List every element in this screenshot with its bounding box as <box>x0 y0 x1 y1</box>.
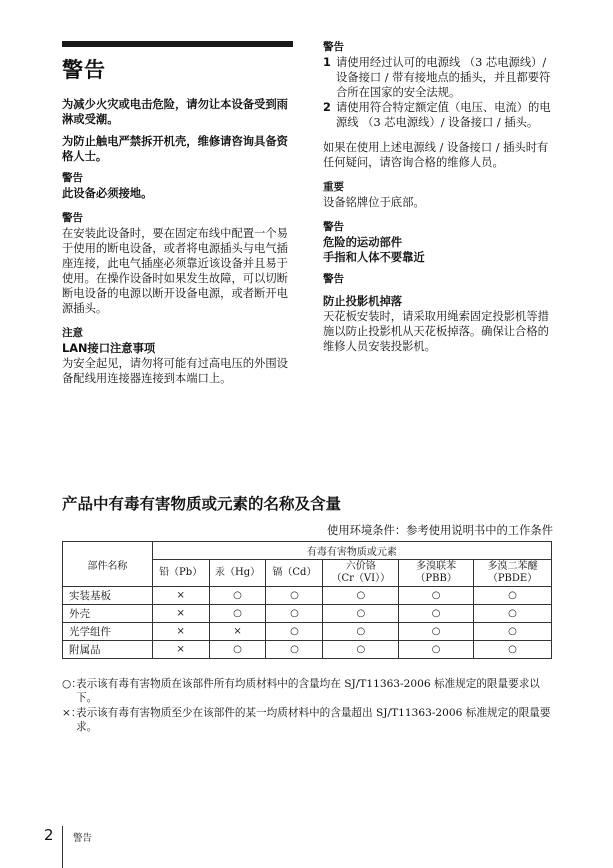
list-item <box>323 100 559 130</box>
column-header: 多溴联苯 （PBB） <box>399 560 474 587</box>
item-text: 请使用符合特定额定值（电压、电流）的电源线 （3 芯电源线）/ 设备接口 / 插头。 <box>336 101 551 129</box>
table-row: 外壳 × ○ ○ ○ ○ ○ <box>63 605 552 623</box>
lan-caution-text: 为安全起见，请勿将可能有过高电压的外围设备配线用连接器连接到本端口上。 <box>62 357 288 385</box>
left-column <box>62 97 288 386</box>
note-circle <box>62 677 554 705</box>
warning-fire-text: 为减少火灾或电击危险，请勿让本设备受到雨淋或受潮。 <box>62 98 288 126</box>
ceiling-mount-text: 天花板安装时，请采取用绳索固定投影机等措施以防止投影机从天花板掉落。确保让合格的维修人员安装投影机。 <box>323 310 549 353</box>
heading-warning: 警告 <box>323 273 344 285</box>
cross-symbol: ×： <box>62 707 82 719</box>
item-number: 2 <box>323 101 331 114</box>
heading-warning: 警告 <box>323 41 344 53</box>
page-number: 2 <box>44 826 54 844</box>
note-cross <box>62 706 554 734</box>
footer-label: 警告 <box>73 833 93 844</box>
grounding-text: 此设备必须接地。 <box>62 187 153 200</box>
heading-caution: 注意 <box>62 327 83 339</box>
keep-away-text: 手指和人体不要靠近 <box>323 251 425 264</box>
column-header: 六价铬 （Cr（VI）） <box>323 560 399 587</box>
page-title: 警告 <box>62 58 106 82</box>
item-number: 1 <box>323 56 331 69</box>
installation-text: 在安装此设备时，要在固定布线中配置一个易于使用的断电设备，或者将电源插头与电气插座连接，此电气插座必须靠近该设备并且易于使用。在操作设备时如果发生故障，可以切断断电设备的电源以断开设备电源，或者断开电源插头。 <box>62 227 288 315</box>
table-row: 光学组件 × × ○ ○ ○ ○ <box>63 623 552 641</box>
heading-important: 重要 <box>323 181 344 193</box>
fall-prevention-title: 防止投影机掉落 <box>323 295 403 308</box>
column-header: 汞（Hg） <box>209 560 266 587</box>
lan-caution-title: LAN接口注意事项 <box>62 342 156 355</box>
moving-parts-text: 危险的运动部件 <box>323 236 403 249</box>
heading-warning: 警告 <box>323 221 344 233</box>
power-cord-question-text: 如果在使用上述电源线 / 设备接口 / 插头时有任何疑问，请咨询合格的维修人员。 <box>323 141 549 169</box>
substance-group-header: 有毒有害物质或元素 <box>152 542 551 560</box>
heading-warning: 警告 <box>62 212 83 224</box>
table-notes <box>62 677 554 735</box>
footer-divider <box>62 826 63 868</box>
title-rule <box>62 41 293 47</box>
right-column <box>323 40 559 354</box>
nameplate-text: 设备铭牌位于底部。 <box>323 196 425 209</box>
part-name-header: 部件名称 <box>63 542 153 587</box>
environment-note: 使用环境条件：参考使用说明书中的工作条件 <box>327 524 553 537</box>
circle-symbol: ○： <box>62 678 82 690</box>
table-row: 附属品 × ○ ○ ○ ○ ○ <box>63 641 552 659</box>
hazard-section-title: 产品中有毒有害物质或元素的名称及含量 <box>62 495 342 513</box>
column-header: 多溴二苯醚 （PBDE） <box>474 560 552 587</box>
item-text: 请使用经过认可的电源线 （3 芯电源线）/ 设备接口 / 带有接地点的插头，并且都要符合所在国家的安全法规。 <box>336 56 551 99</box>
heading-warning: 警告 <box>62 172 83 184</box>
list-item <box>323 55 559 100</box>
warning-shock-text: 为防止触电严禁拆开机壳，维修请咨询具备资格人士。 <box>62 135 288 163</box>
table-row: 实装基板 × ○ ○ ○ ○ ○ <box>63 587 552 605</box>
column-header: 镉（Cd） <box>266 560 323 587</box>
note-text: 表示该有毒有害物质至少在该部件的某一均质材料中的含量超出 SJ/T11363-2006 标准规定的限量要求。 <box>76 707 551 733</box>
column-header: 铅（Pb） <box>152 560 209 587</box>
note-text: 表示该有毒有害物质在该部件所有均质材料中的含量均在 SJ/T11363-2006 标准规定的限量要求以下。 <box>76 678 540 704</box>
hazardous-substance-table <box>62 541 552 659</box>
